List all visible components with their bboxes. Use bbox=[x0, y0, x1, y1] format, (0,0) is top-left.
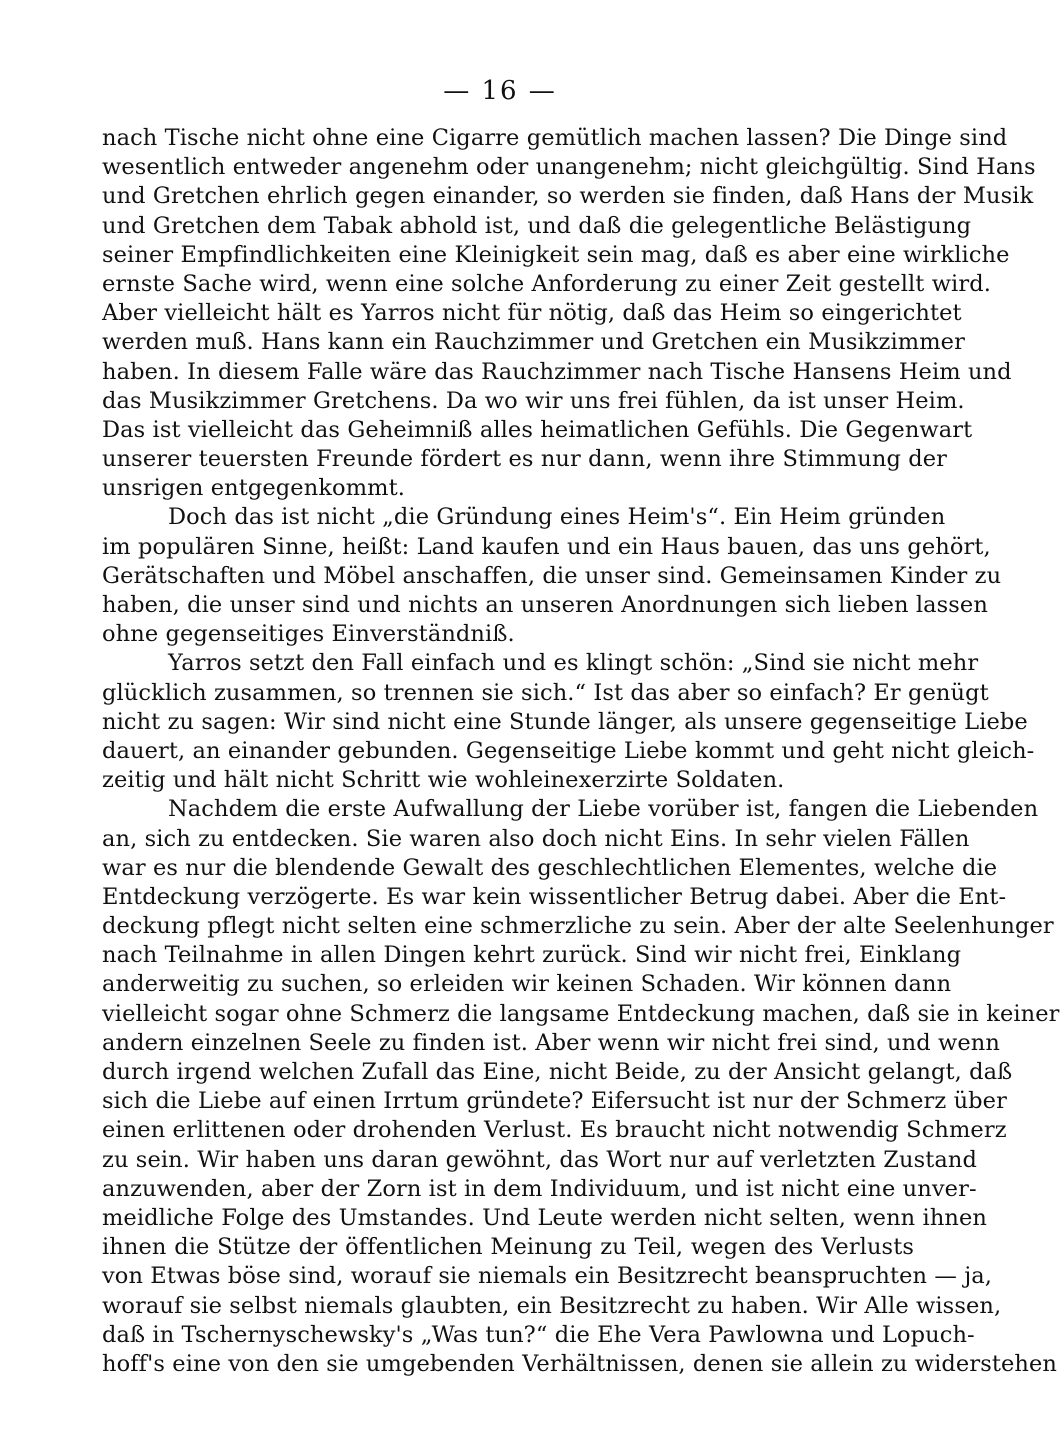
text-line: andern einzelnen Seele zu finden ist. Aber wenn wir nicht frei sind, und wenn bbox=[102, 1029, 1000, 1056]
text-line: ohne gegenseitiges Einverständniß. bbox=[102, 621, 515, 648]
text-line: unsrigen entgegenkommt. bbox=[102, 475, 405, 502]
text-line: Nachdem die erste Aufwallung der Liebe vorüber ist, fangen die Liebenden bbox=[168, 796, 1039, 823]
text-line: deckung pflegt nicht selten eine schmerzliche zu sein. Aber der alte Seelenhunger bbox=[102, 913, 1054, 940]
text-line: seiner Empfindlichkeiten eine Kleinigkeit sein mag, daß es aber eine wirkliche bbox=[102, 241, 1010, 268]
text-line: an, sich zu entdecken. Sie waren also doch nicht Eins. In sehr vielen Fällen bbox=[102, 825, 970, 852]
text-line: sich die Liebe auf einen Irrtum gründete? Eifersucht ist nur der Schmerz über bbox=[102, 1088, 1007, 1115]
text-line: das Musikzimmer Gretchens. Da wo wir uns frei fühlen, da ist unser Heim. bbox=[102, 387, 965, 414]
text-line: Aber vielleicht hält es Yarros nicht für nötig, daß das Heim so eingerichtet bbox=[102, 300, 962, 327]
text-line: und Gretchen dem Tabak abhold ist, und daß die gelegentliche Belästigung bbox=[102, 212, 972, 239]
text-line: Gerätschaften und Möbel anschaffen, die unser sind. Gemeinsamen Kinder zu bbox=[102, 562, 1002, 589]
text-line: Yarros setzt den Fall einfach und es klingt schön: „Sind sie nicht mehr bbox=[168, 650, 979, 677]
text-line: anderweitig zu suchen, so erleiden wir keinen Schaden. Wir können dann bbox=[102, 971, 952, 998]
page-number: — 16 — bbox=[443, 76, 557, 106]
text-line: glücklich zusammen, so trennen sie sich.“ Ist das aber so einfach? Er genügt bbox=[102, 679, 989, 706]
text-line: einen erlittenen oder drohenden Verlust. Es braucht nicht notwendig Schmerz bbox=[102, 1117, 1007, 1144]
text-line: worauf sie selbst niemals glaubten, ein Besitzrecht zu haben. Wir Alle wissen, bbox=[102, 1292, 1002, 1319]
text-line: Das ist vielleicht das Geheimniß alles heimatlichen Gefühls. Die Gegenwart bbox=[102, 416, 973, 443]
text-line: werden muß. Hans kann ein Rauchzimmer und Gretchen ein Musikzimmer bbox=[102, 329, 965, 356]
text-line: wesentlich entweder angenehm oder unangenehm; nicht gleichgültig. Sind Hans bbox=[102, 154, 1036, 181]
body-text bbox=[102, 124, 1060, 1379]
text-line: Doch das ist nicht „die Gründung eines Heim's“. Ein Heim gründen bbox=[168, 504, 946, 531]
text-line: ihnen die Stütze der öffentlichen Meinung zu Teil, wegen des Verlusts bbox=[102, 1234, 914, 1261]
text-line: im populären Sinne, heißt: Land kaufen und ein Haus bauen, das uns gehört, bbox=[102, 533, 991, 560]
text-line: haben. In diesem Falle wäre das Rauchzimmer nach Tische Hansens Heim und bbox=[102, 358, 1012, 385]
text-line: Entdeckung verzögerte. Es war kein wissentlicher Betrug dabei. Aber die Ent- bbox=[102, 883, 1007, 910]
text-line: zeitig und hält nicht Schritt wie wohleinexerzirte Soldaten. bbox=[102, 767, 785, 794]
text-line: vielleicht sogar ohne Schmerz die langsame Entdeckung machen, daß sie in keiner bbox=[102, 1000, 1060, 1027]
text-line: meidliche Folge des Umstandes. Und Leute werden nicht selten, wenn ihnen bbox=[102, 1204, 988, 1231]
text-line: von Etwas böse sind, worauf sie niemals ein Besitzrecht beanspruchten — ja, bbox=[102, 1263, 993, 1290]
text-line: und Gretchen ehrlich gegen einander, so werden sie finden, daß Hans der Musik bbox=[102, 183, 1034, 210]
text-line: ernste Sache wird, wenn eine solche Anforderung zu einer Zeit gestellt wird. bbox=[102, 270, 991, 297]
text-line: unserer teuersten Freunde fördert es nur dann, wenn ihre Stimmung der bbox=[102, 446, 947, 473]
text-line: nach Tische nicht ohne eine Cigarre gemütlich machen lassen? Die Dinge sind bbox=[102, 125, 1008, 151]
text-line: war es nur die blendende Gewalt des geschlechtlichen Elementes, welche die bbox=[102, 854, 998, 881]
text-line: haben, die unser sind und nichts an unseren Anordnungen sich lieben lassen bbox=[102, 592, 988, 618]
text-line: durch irgend welchen Zufall das Eine, nicht Beide, zu der Ansicht gelangt, daß bbox=[102, 1059, 1013, 1085]
text-line: anzuwenden, aber der Zorn ist in dem Individuum, und ist nicht eine unver- bbox=[102, 1175, 977, 1202]
text-line: zu sein. Wir haben uns daran gewöhnt, das Wort nur auf verletzten Zustand bbox=[102, 1146, 978, 1173]
text-line: nicht zu sagen: Wir sind nicht eine Stunde länger, als unsere gegenseitige Liebe bbox=[102, 708, 1028, 735]
text-line: dauert, an einander gebunden. Gegenseitige Liebe kommt und geht nicht gleich- bbox=[102, 737, 1035, 764]
text-line: daß in Tschernyschewsky's „Was tun?“ die Ehe Vera Pawlowna und Lopuch- bbox=[102, 1321, 975, 1348]
text-line: nach Teilnahme in allen Dingen kehrt zurück. Sind wir nicht frei, Einklang bbox=[102, 942, 962, 969]
text-line: hoff's eine von den sie umgebenden Verhältnissen, denen sie allein zu widerstehen bbox=[102, 1350, 1057, 1377]
